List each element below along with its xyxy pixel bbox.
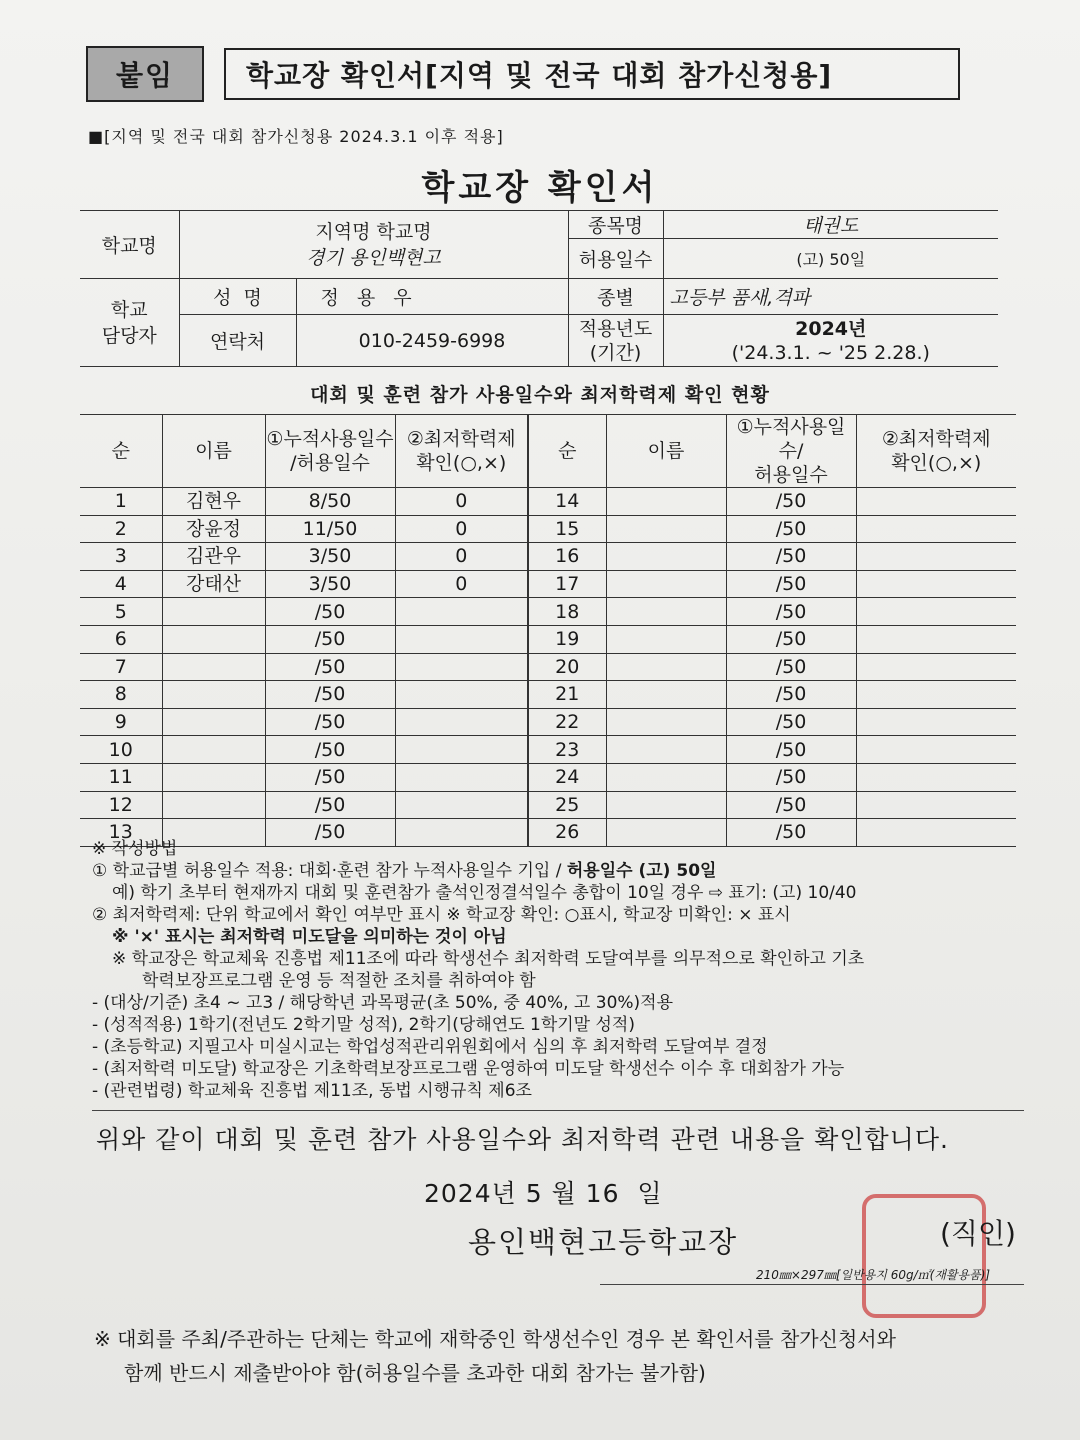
participation-table <box>80 414 1016 847</box>
min-grade-check: 0 <box>395 570 528 598</box>
note-1-example: 예) 학기 초부터 현재까지 대회 및 훈련참가 출석인정결석일수 총합이 10일 경우 ⇨ 표기: (고) 10/40 <box>112 883 857 903</box>
min-grade-check: 0 <box>395 515 528 543</box>
school-label: 학교명 <box>80 211 179 279</box>
days-used: 11/50 <box>265 515 395 543</box>
student-name-right <box>606 488 726 516</box>
school-name: 경기 용인백현고 <box>306 246 441 269</box>
student-name <box>162 708 265 736</box>
row-number: 12 <box>80 791 162 819</box>
header-min-right-line2: 확인(○,×) <box>891 452 982 474</box>
participation-rows <box>80 488 1016 847</box>
principal-signature: 용인백현고등학교장 <box>468 1225 739 1259</box>
table-row <box>80 625 1016 653</box>
year-label <box>568 315 663 367</box>
detail-3: - (초등학교) 지필고사 미실시교는 학업성적관리위원회에서 심의 후 최저학력 도달여부 결정 <box>92 1037 768 1057</box>
student-name-right <box>606 791 726 819</box>
days-used-right: /50 <box>726 708 856 736</box>
note-1-bold: 허용일수 (고) 50일 <box>566 861 717 881</box>
min-grade-check-right <box>856 543 1016 571</box>
table-row <box>80 515 1016 543</box>
note-1 <box>92 860 1022 882</box>
applicability-note: ■[지역 및 전국 대회 참가신청용 2024.3.1 이후 적용] <box>88 127 504 146</box>
detail-2: - (성적적용) 1학기(전년도 2학기말 성적), 2학기(당해연도 1학기말 성적) <box>92 1015 635 1035</box>
min-grade-check <box>395 763 528 791</box>
days-used-right: /50 <box>726 488 856 516</box>
contact-label: 연락처 <box>179 315 296 367</box>
issue-date: 2024년 5 월 16 일 <box>424 1179 663 1208</box>
min-grade-check-right <box>856 598 1016 626</box>
student-name: 강태산 <box>162 570 265 598</box>
days-used: /50 <box>265 791 395 819</box>
min-grade-check-right <box>856 681 1016 709</box>
student-name-right <box>606 653 726 681</box>
manager-label-line1: 학교 <box>110 298 148 321</box>
min-grade-check-right <box>856 653 1016 681</box>
footer-line-2: 함께 반드시 제출받아야 함(허용일수를 초과한 대회 참가는 불가함) <box>124 1361 706 1385</box>
row-number: 2 <box>80 515 162 543</box>
row-number: 7 <box>80 653 162 681</box>
student-name <box>162 791 265 819</box>
row-number: 8 <box>80 681 162 709</box>
table-row <box>80 570 1016 598</box>
instructions <box>92 838 1022 1102</box>
row-number-right: 21 <box>528 681 606 709</box>
contact-value: 010-2459-6998 <box>296 315 568 367</box>
student-name-right <box>606 681 726 709</box>
header-min-right-line1: ②최저학력제 <box>881 428 991 450</box>
row-number: 4 <box>80 570 162 598</box>
min-grade-check-right <box>856 736 1016 764</box>
row-number: 10 <box>80 736 162 764</box>
days-used-right: /50 <box>726 736 856 764</box>
min-grade-check <box>395 625 528 653</box>
min-grade-check-right <box>856 625 1016 653</box>
header-days <box>265 415 395 488</box>
min-grade-check <box>395 736 528 764</box>
days-used-right: /50 <box>726 625 856 653</box>
header-min-line1: ②최저학력제 <box>406 428 516 450</box>
row-number: 13 <box>80 819 162 847</box>
days-used-right: /50 <box>726 791 856 819</box>
days-used: /50 <box>265 819 395 847</box>
days-used-right: /50 <box>726 598 856 626</box>
min-grade-check <box>395 791 528 819</box>
days-used-right: /50 <box>726 653 856 681</box>
row-number-right: 22 <box>528 708 606 736</box>
paper-spec: 210㎜×297㎜[일반용지 60g/㎡(재활용품)] <box>756 1268 991 1282</box>
days-used-right: /50 <box>726 543 856 571</box>
header-name: 이름 <box>162 415 265 488</box>
days-used: 3/50 <box>265 543 395 571</box>
row-number-right: 26 <box>528 819 606 847</box>
student-name-right <box>606 625 726 653</box>
student-name <box>162 625 265 653</box>
table-row <box>80 791 1016 819</box>
confirmation-statement: 위와 같이 대회 및 훈련 참가 사용일수와 최저학력 관련 내용을 확인합니다. <box>96 1125 949 1154</box>
year-label-line2: (기간) <box>589 341 642 364</box>
student-name-right <box>606 736 726 764</box>
min-grade-check <box>395 598 528 626</box>
header-no: 순 <box>80 415 162 488</box>
days-used: /50 <box>265 681 395 709</box>
footer-note <box>94 1322 896 1390</box>
min-grade-check-right <box>856 763 1016 791</box>
table-row <box>80 653 1016 681</box>
student-name: 김관우 <box>162 543 265 571</box>
student-name: 김현우 <box>162 488 265 516</box>
school-sub-label: 지역명 학교명 <box>315 220 432 243</box>
category-label: 종별 <box>568 279 663 315</box>
period-value: ('24.3.1. ~ '25 2.28.) <box>731 341 930 364</box>
row-number: 11 <box>80 763 162 791</box>
allowed-days-value: (고) 50일 <box>663 239 998 279</box>
school-cell <box>179 211 568 279</box>
student-name <box>162 763 265 791</box>
name-label: 성 명 <box>179 279 296 315</box>
footer-line-1: ※ 대회를 주최/주관하는 단체는 학교에 재학중인 학생선수인 경우 본 확인서를 참가신청서와 <box>94 1327 896 1351</box>
sport-label: 종목명 <box>568 211 663 239</box>
row-number-right: 20 <box>528 653 606 681</box>
min-grade-check <box>395 653 528 681</box>
min-grade-check-right <box>856 570 1016 598</box>
note-2-b2: 학력보장프로그램 운영 등 적절한 조치를 취하여야 함 <box>142 971 536 991</box>
days-used: 8/50 <box>265 488 395 516</box>
student-name-right <box>606 763 726 791</box>
header-days-right-line2: 허용일수 <box>754 464 828 486</box>
manager-label <box>80 279 179 367</box>
school-info-table <box>80 210 998 367</box>
table-row <box>80 598 1016 626</box>
header-name-right: 이름 <box>606 415 726 488</box>
row-number-right: 24 <box>528 763 606 791</box>
detail-5: - (관련법령) 학교체육 진흥법 제11조, 동법 시행규칙 제6조 <box>92 1081 532 1101</box>
attachment-label: 붙임 <box>86 46 204 102</box>
manager-name: 정 용 우 <box>296 279 568 315</box>
header-days-line2: /허용일수 <box>290 452 370 474</box>
days-used-right: /50 <box>726 819 856 847</box>
days-used-right: /50 <box>726 681 856 709</box>
manager-label-line2: 담당자 <box>101 324 157 347</box>
min-grade-check: 0 <box>395 488 528 516</box>
year-label-line1: 적용년도 <box>578 317 653 340</box>
row-number: 9 <box>80 708 162 736</box>
detail-1: - (대상/기준) 초4 ~ 고3 / 해당학년 과목평균(초 50%, 중 40%, 고 30%)적용 <box>92 993 674 1013</box>
student-name-right <box>606 708 726 736</box>
row-number-right: 19 <box>528 625 606 653</box>
header-days-right <box>726 415 856 488</box>
divider-bottom <box>600 1284 1024 1285</box>
table-row <box>80 681 1016 709</box>
days-used: 3/50 <box>265 570 395 598</box>
header-min-grade <box>395 415 528 488</box>
row-number-right: 18 <box>528 598 606 626</box>
row-number: 3 <box>80 543 162 571</box>
table-row <box>80 708 1016 736</box>
section-title: 대회 및 훈련 참가 사용일수와 최저학력제 확인 현황 <box>310 384 770 406</box>
student-name-right <box>606 598 726 626</box>
student-name-right <box>606 570 726 598</box>
header-min-grade-right <box>856 415 1016 488</box>
row-number-right: 15 <box>528 515 606 543</box>
days-used: /50 <box>265 736 395 764</box>
row-number-right: 23 <box>528 736 606 764</box>
min-grade-check-right <box>856 515 1016 543</box>
days-used: /50 <box>265 598 395 626</box>
days-used: /50 <box>265 763 395 791</box>
student-name <box>162 653 265 681</box>
detail-4: - (최저학력 미도달) 학교장은 기초학력보장프로그램 운영하여 미도달 학생선수 이수 후 대회참가 가능 <box>92 1059 845 1079</box>
note-2-a: ※ '×' 표시는 최저학력 미도달을 의미하는 것이 아님 <box>112 927 507 947</box>
document-title: 학교장 확인서[지역 및 전국 대회 참가신청용] <box>224 48 960 100</box>
sport-value: 태권도 <box>663 211 998 239</box>
year-value-cell <box>663 315 998 367</box>
allowed-days-label: 허용일수 <box>568 239 663 279</box>
header-min-line2: 확인(○,×) <box>416 452 507 474</box>
days-used-right: /50 <box>726 763 856 791</box>
row-number-right: 17 <box>528 570 606 598</box>
min-grade-check-right <box>856 708 1016 736</box>
table-row <box>80 763 1016 791</box>
header-days-line1: ①누적사용일수 <box>266 428 394 450</box>
seal-label: (직인) <box>940 1217 1016 1250</box>
student-name-right <box>606 515 726 543</box>
row-number: 1 <box>80 488 162 516</box>
student-name <box>162 598 265 626</box>
row-number-right: 14 <box>528 488 606 516</box>
student-name: 장윤정 <box>162 515 265 543</box>
header-days-right-line1: ①누적사용일수/ <box>736 416 846 462</box>
main-title: 학교장 확인서 <box>421 168 659 208</box>
days-used: /50 <box>265 653 395 681</box>
year-value: 2024년 <box>795 317 867 340</box>
row-number: 5 <box>80 598 162 626</box>
table-row <box>80 543 1016 571</box>
min-grade-check: 0 <box>395 543 528 571</box>
days-used: /50 <box>265 625 395 653</box>
divider-top <box>92 1110 1024 1111</box>
days-used-right: /50 <box>726 515 856 543</box>
row-number-right: 25 <box>528 791 606 819</box>
student-name <box>162 736 265 764</box>
note-2-b1: ※ 학교장은 학교체육 진흥법 제11조에 따라 학생선수 최저학력 도달여부를 의무적으로 확인하고 기초 <box>112 949 865 969</box>
note-1-text: ① 학교급별 허용일수 적용: 대회·훈련 참가 누적사용일수 기입 / <box>92 861 567 881</box>
min-grade-check <box>395 681 528 709</box>
days-used: /50 <box>265 708 395 736</box>
min-grade-check <box>395 708 528 736</box>
category-value: 고등부 품새,격파 <box>663 279 998 315</box>
notes-heading: ※ 작성방법 <box>92 839 178 859</box>
header-no-right: 순 <box>528 415 606 488</box>
row-number: 6 <box>80 625 162 653</box>
min-grade-check-right <box>856 488 1016 516</box>
note-2: ② 최저학력제: 단위 학교에서 확인 여부만 표시 ※ 학교장 확인: ○표시, 학교장 미확인: × 표시 <box>92 905 791 925</box>
table-row <box>80 488 1016 516</box>
table-row <box>80 736 1016 764</box>
student-name <box>162 681 265 709</box>
row-number-right: 16 <box>528 543 606 571</box>
student-name-right <box>606 543 726 571</box>
days-used-right: /50 <box>726 570 856 598</box>
min-grade-check-right <box>856 791 1016 819</box>
